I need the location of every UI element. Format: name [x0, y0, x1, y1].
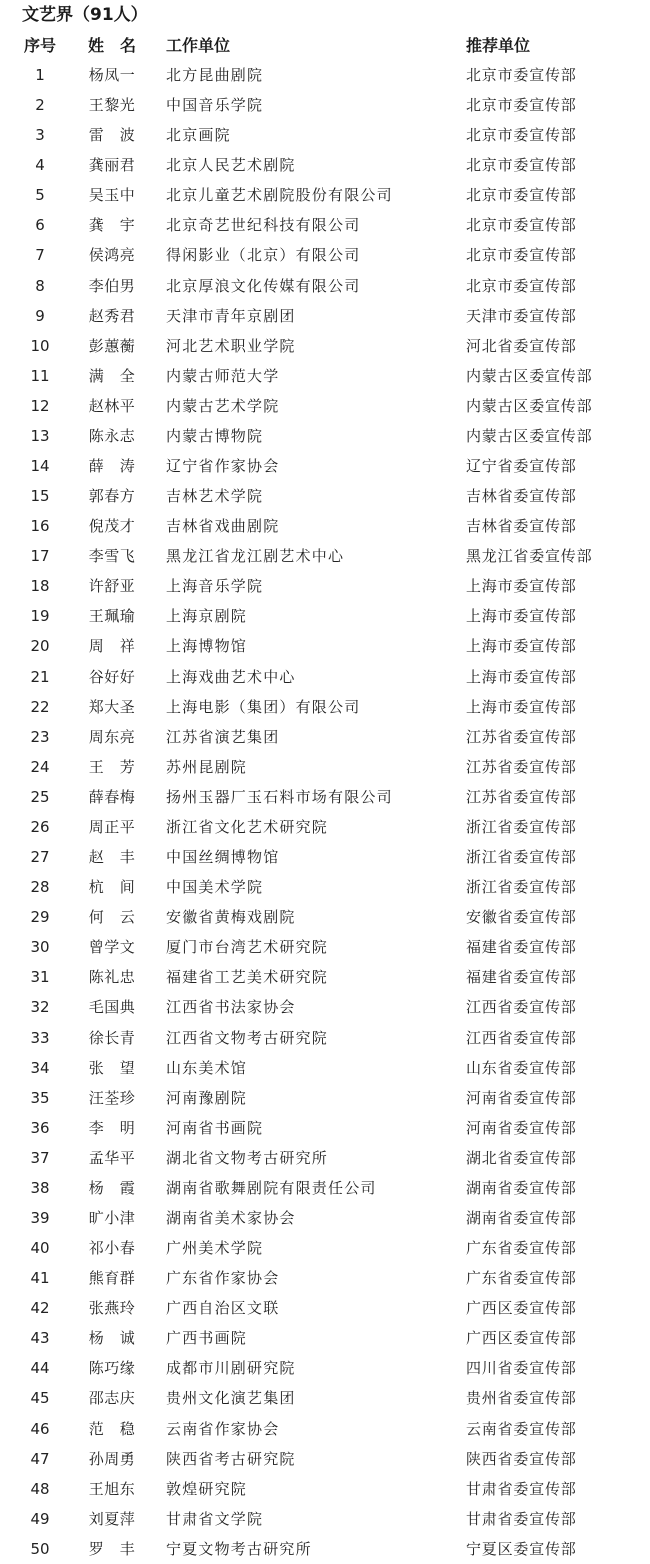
row-index: 18 — [30, 577, 50, 596]
row-name: 郭春方 — [88, 487, 136, 506]
table-row — [0, 1143, 650, 1173]
table-body — [0, 60, 650, 1564]
table-row — [0, 1353, 650, 1383]
row-work-unit: 上海音乐学院 — [166, 577, 264, 596]
table-row — [0, 782, 650, 812]
row-index: 17 — [30, 547, 50, 566]
row-work-unit: 湖南省歌舞剧院有限责任公司 — [166, 1178, 377, 1197]
row-work-unit: 甘肃省文学院 — [166, 1509, 264, 1528]
table-row — [0, 992, 650, 1022]
row-work-unit: 北京画院 — [166, 126, 231, 145]
row-index: 34 — [30, 1058, 50, 1077]
row-work-unit: 福建省工艺美术研究院 — [166, 968, 329, 987]
row-recommending-unit: 四川省委宣传部 — [466, 1359, 577, 1378]
row-recommending-unit: 宁夏区委宣传部 — [466, 1539, 577, 1558]
row-index: 47 — [30, 1449, 50, 1468]
row-name: 谷好好 — [88, 667, 136, 686]
table-row — [0, 1323, 650, 1353]
section-title: 文艺界（91人） — [22, 5, 148, 25]
row-index: 20 — [30, 637, 50, 656]
row-work-unit: 辽宁省作家协会 — [166, 457, 280, 476]
table-row — [0, 331, 650, 361]
row-index: 19 — [30, 607, 50, 626]
row-name: 倪茂才 — [88, 517, 136, 536]
row-recommending-unit: 浙江省委宣传部 — [466, 878, 577, 897]
row-work-unit: 河南豫剧院 — [166, 1088, 248, 1107]
row-recommending-unit: 江西省委宣传部 — [466, 1028, 577, 1047]
row-name: 陈礼忠 — [88, 968, 136, 987]
row-recommending-unit: 内蒙古区委宣传部 — [466, 366, 593, 385]
row-index: 12 — [30, 396, 50, 415]
row-work-unit: 广西书画院 — [166, 1329, 248, 1348]
row-work-unit: 北方昆曲剧院 — [166, 66, 264, 84]
row-recommending-unit: 福建省委宣传部 — [466, 968, 577, 987]
row-recommending-unit: 北京市委宣传部 — [466, 126, 577, 145]
row-index: 6 — [35, 216, 45, 235]
row-work-unit: 吉林艺术学院 — [166, 487, 264, 506]
row-work-unit: 吉林省戏曲剧院 — [166, 517, 280, 536]
row-index: 31 — [30, 968, 50, 987]
row-work-unit: 河南省书画院 — [166, 1118, 264, 1137]
row-name: 侯鸿亮 — [88, 246, 136, 265]
row-index: 25 — [30, 787, 50, 806]
row-recommending-unit: 山东省委宣传部 — [466, 1058, 577, 1077]
row-name: 旷小津 — [88, 1208, 136, 1227]
row-name: 汪荃珍 — [88, 1088, 136, 1107]
row-name: 李 明 — [88, 1118, 136, 1137]
row-recommending-unit: 甘肃省委宣传部 — [466, 1479, 577, 1498]
row-recommending-unit: 江苏省委宣传部 — [466, 787, 577, 806]
table-row — [0, 962, 650, 992]
row-recommending-unit: 上海市委宣传部 — [466, 607, 577, 626]
header-recommending-unit: 推荐单位 — [466, 36, 531, 55]
row-name: 赵秀君 — [88, 306, 136, 325]
row-recommending-unit: 河南省委宣传部 — [466, 1088, 577, 1107]
row-recommending-unit: 北京市委宣传部 — [466, 66, 577, 84]
row-work-unit: 上海京剧院 — [166, 607, 248, 626]
row-index: 26 — [30, 817, 50, 836]
row-index: 3 — [35, 126, 45, 145]
row-work-unit: 广东省作家协会 — [166, 1269, 280, 1288]
row-name: 李伯男 — [88, 276, 136, 295]
table-row — [0, 210, 650, 240]
table-row — [0, 752, 650, 782]
row-name: 陈巧缘 — [88, 1359, 136, 1378]
row-name: 毛国典 — [88, 998, 136, 1017]
row-index: 10 — [30, 336, 50, 355]
row-name: 范 稳 — [88, 1419, 136, 1438]
row-work-unit: 贵州文化演艺集团 — [166, 1389, 296, 1408]
row-work-unit: 中国美术学院 — [166, 878, 264, 897]
row-recommending-unit: 内蒙古区委宣传部 — [466, 426, 593, 445]
table-row — [0, 511, 650, 541]
row-name: 杭 间 — [88, 878, 136, 897]
row-work-unit: 内蒙古师范大学 — [166, 366, 280, 385]
table-row — [0, 872, 650, 902]
table-row — [0, 271, 650, 301]
row-recommending-unit: 浙江省委宣传部 — [466, 817, 577, 836]
row-name: 王黎光 — [88, 96, 136, 115]
row-recommending-unit: 内蒙古区委宣传部 — [466, 396, 593, 415]
row-index: 9 — [35, 306, 45, 325]
table-row — [0, 481, 650, 511]
row-name: 薛春梅 — [88, 787, 136, 806]
row-work-unit: 成都市川剧研究院 — [166, 1359, 296, 1378]
table-row — [0, 571, 650, 601]
row-index: 14 — [30, 457, 50, 476]
row-recommending-unit: 贵州省委宣传部 — [466, 1389, 577, 1408]
row-work-unit: 上海电影（集团）有限公司 — [166, 697, 361, 716]
row-name: 龚丽君 — [88, 156, 136, 175]
row-index: 43 — [30, 1329, 50, 1348]
table-row — [0, 1083, 650, 1113]
row-work-unit: 河北艺术职业学院 — [166, 336, 296, 355]
row-recommending-unit: 广东省委宣传部 — [466, 1269, 577, 1288]
row-name: 曾学文 — [88, 938, 136, 957]
row-name: 祁小春 — [88, 1239, 136, 1258]
table-row — [0, 1474, 650, 1504]
row-index: 39 — [30, 1208, 50, 1227]
row-index: 22 — [30, 697, 50, 716]
row-work-unit: 内蒙古博物院 — [166, 426, 264, 445]
row-work-unit: 内蒙古艺术学院 — [166, 396, 280, 415]
row-name: 王珮瑜 — [88, 607, 136, 626]
row-index: 36 — [30, 1118, 50, 1137]
row-index: 44 — [30, 1359, 50, 1378]
row-work-unit: 江苏省演艺集团 — [166, 727, 280, 746]
row-work-unit: 北京厚浪文化传媒有限公司 — [166, 276, 361, 295]
row-recommending-unit: 江苏省委宣传部 — [466, 757, 577, 776]
row-work-unit: 陕西省考古研究院 — [166, 1449, 296, 1468]
row-index: 15 — [30, 487, 50, 506]
row-index: 38 — [30, 1178, 50, 1197]
row-name: 王 芳 — [88, 757, 136, 776]
table-row — [0, 1383, 650, 1413]
table-row — [0, 1113, 650, 1143]
row-work-unit: 天津市青年京剧团 — [166, 306, 296, 325]
header-work-unit: 工作单位 — [166, 36, 231, 55]
row-name: 孙周勇 — [88, 1449, 136, 1468]
row-index: 8 — [35, 276, 45, 295]
row-work-unit: 厦门市台湾艺术研究院 — [166, 938, 329, 957]
table-row — [0, 1203, 650, 1233]
row-index: 24 — [30, 757, 50, 776]
row-name: 杨凤一 — [88, 66, 136, 84]
row-name: 李雪飞 — [88, 547, 136, 566]
row-index: 46 — [30, 1419, 50, 1438]
row-name: 彭蕙蘅 — [88, 336, 136, 355]
row-recommending-unit: 上海市委宣传部 — [466, 637, 577, 656]
row-index: 2 — [35, 96, 45, 115]
row-index: 11 — [30, 366, 50, 385]
row-name: 张 望 — [88, 1058, 136, 1077]
table-row — [0, 1414, 650, 1444]
table-row — [0, 60, 650, 90]
row-work-unit: 黑龙江省龙江剧艺术中心 — [166, 547, 345, 566]
row-index: 48 — [30, 1479, 50, 1498]
row-work-unit: 敦煌研究院 — [166, 1479, 248, 1498]
header-index: 序号 — [23, 36, 56, 55]
row-work-unit: 中国音乐学院 — [166, 96, 264, 115]
table-row — [0, 1263, 650, 1293]
table-row — [0, 1233, 650, 1263]
row-name: 薛 涛 — [88, 457, 136, 476]
table-row — [0, 90, 650, 120]
row-work-unit: 北京儿童艺术剧院股份有限公司 — [166, 186, 393, 205]
row-recommending-unit: 湖南省委宣传部 — [466, 1208, 577, 1227]
row-index: 23 — [30, 727, 50, 746]
row-index: 1 — [35, 66, 45, 84]
row-work-unit: 扬州玉器厂玉石料市场有限公司 — [166, 787, 393, 806]
row-name: 雷 波 — [88, 126, 136, 145]
row-name: 赵林平 — [88, 396, 136, 415]
row-name: 郑大圣 — [88, 697, 136, 716]
row-index: 30 — [30, 938, 50, 957]
row-recommending-unit: 云南省委宣传部 — [466, 1419, 577, 1438]
row-recommending-unit: 北京市委宣传部 — [466, 156, 577, 175]
row-index: 37 — [30, 1148, 50, 1167]
row-name: 熊育群 — [88, 1269, 136, 1288]
table-header — [0, 34, 650, 58]
row-recommending-unit: 湖南省委宣传部 — [466, 1178, 577, 1197]
row-recommending-unit: 浙江省委宣传部 — [466, 848, 577, 867]
row-recommending-unit: 江苏省委宣传部 — [466, 727, 577, 746]
row-recommending-unit: 北京市委宣传部 — [466, 246, 577, 265]
row-index: 33 — [30, 1028, 50, 1047]
table-row — [0, 1023, 650, 1053]
row-recommending-unit: 吉林省委宣传部 — [466, 487, 577, 506]
row-index: 45 — [30, 1389, 50, 1408]
row-work-unit: 山东美术馆 — [166, 1058, 248, 1077]
row-recommending-unit: 黑龙江省委宣传部 — [466, 547, 593, 566]
row-name: 何 云 — [88, 908, 136, 927]
table-row — [0, 662, 650, 692]
row-recommending-unit: 北京市委宣传部 — [466, 276, 577, 295]
row-recommending-unit: 福建省委宣传部 — [466, 938, 577, 957]
row-name: 吴玉中 — [88, 186, 136, 205]
row-index: 50 — [30, 1539, 50, 1558]
row-recommending-unit: 广东省委宣传部 — [466, 1239, 577, 1258]
row-work-unit: 湖北省文物考古研究所 — [166, 1148, 329, 1167]
row-work-unit: 云南省作家协会 — [166, 1419, 280, 1438]
row-work-unit: 上海博物馆 — [166, 637, 248, 656]
row-name: 许舒亚 — [88, 577, 136, 596]
table-row — [0, 240, 650, 270]
row-recommending-unit: 广西区委宣传部 — [466, 1299, 577, 1318]
row-recommending-unit: 吉林省委宣传部 — [466, 517, 577, 536]
table-row — [0, 180, 650, 210]
row-recommending-unit: 安徽省委宣传部 — [466, 908, 577, 927]
table-row — [0, 120, 650, 150]
row-name: 罗 丰 — [88, 1539, 136, 1558]
table-row — [0, 1534, 650, 1564]
table-row — [0, 541, 650, 571]
row-name: 杨 霞 — [88, 1178, 136, 1197]
row-name: 周正平 — [88, 817, 136, 836]
row-index: 32 — [30, 998, 50, 1017]
row-work-unit: 江西省书法家协会 — [166, 998, 296, 1017]
row-work-unit: 北京人民艺术剧院 — [166, 156, 296, 175]
table-row — [0, 361, 650, 391]
row-recommending-unit: 河北省委宣传部 — [466, 336, 577, 355]
row-work-unit: 上海戏曲艺术中心 — [166, 667, 296, 686]
table-row — [0, 1444, 650, 1474]
table-row — [0, 631, 650, 661]
table-row — [0, 812, 650, 842]
row-recommending-unit: 河南省委宣传部 — [466, 1118, 577, 1137]
row-index: 27 — [30, 848, 50, 867]
row-recommending-unit: 甘肃省委宣传部 — [466, 1509, 577, 1528]
table-row — [0, 932, 650, 962]
row-work-unit: 宁夏文物考古研究所 — [166, 1539, 312, 1558]
row-name: 赵 丰 — [88, 848, 136, 867]
table-row — [0, 1293, 650, 1323]
table-row — [0, 1504, 650, 1534]
row-index: 40 — [30, 1239, 50, 1258]
row-name: 徐长青 — [88, 1028, 136, 1047]
row-name: 满 全 — [88, 366, 136, 385]
row-index: 7 — [35, 246, 45, 265]
row-name: 周 祥 — [88, 637, 136, 656]
row-work-unit: 广州美术学院 — [166, 1239, 264, 1258]
table-row — [0, 722, 650, 752]
table-row — [0, 1173, 650, 1203]
row-name: 杨 诚 — [88, 1329, 136, 1348]
row-index: 35 — [30, 1088, 50, 1107]
row-index: 21 — [30, 667, 50, 686]
row-name: 王旭东 — [88, 1479, 136, 1498]
row-name: 张燕玲 — [88, 1299, 136, 1318]
table-row — [0, 391, 650, 421]
table-row — [0, 692, 650, 722]
row-index: 28 — [30, 878, 50, 897]
row-recommending-unit: 辽宁省委宣传部 — [466, 457, 577, 476]
row-recommending-unit: 上海市委宣传部 — [466, 667, 577, 686]
row-work-unit: 广西自治区文联 — [166, 1299, 280, 1318]
row-work-unit: 北京奇艺世纪科技有限公司 — [166, 216, 361, 235]
row-recommending-unit: 天津市委宣传部 — [466, 306, 577, 325]
row-name: 邵志庆 — [88, 1389, 136, 1408]
row-index: 16 — [30, 517, 50, 536]
row-index: 41 — [30, 1269, 50, 1288]
row-recommending-unit: 北京市委宣传部 — [466, 96, 577, 115]
row-work-unit: 江西省文物考古研究院 — [166, 1028, 329, 1047]
row-name: 龚 宇 — [88, 216, 136, 235]
row-index: 5 — [35, 186, 45, 205]
row-name: 刘夏萍 — [88, 1509, 136, 1528]
row-work-unit: 中国丝绸博物馆 — [166, 848, 280, 867]
row-work-unit: 湖南省美术家协会 — [166, 1208, 296, 1227]
table-row — [0, 301, 650, 331]
table-row — [0, 601, 650, 631]
row-index: 42 — [30, 1299, 50, 1318]
row-recommending-unit: 北京市委宣传部 — [466, 186, 577, 205]
table-row — [0, 1053, 650, 1083]
table-row — [0, 150, 650, 180]
row-index: 29 — [30, 908, 50, 927]
row-index: 4 — [35, 156, 45, 175]
row-recommending-unit: 江西省委宣传部 — [466, 998, 577, 1017]
table-row — [0, 421, 650, 451]
row-recommending-unit: 上海市委宣传部 — [466, 577, 577, 596]
row-name: 周东亮 — [88, 727, 136, 746]
row-recommending-unit: 上海市委宣传部 — [466, 697, 577, 716]
row-work-unit: 得闲影业（北京）有限公司 — [166, 246, 361, 265]
row-work-unit: 苏州昆剧院 — [166, 757, 248, 776]
row-work-unit: 安徽省黄梅戏剧院 — [166, 908, 296, 927]
table-row — [0, 451, 650, 481]
row-index: 49 — [30, 1509, 50, 1528]
row-name: 陈永志 — [88, 426, 136, 445]
row-recommending-unit: 广西区委宣传部 — [466, 1329, 577, 1348]
header-name: 姓 名 — [87, 36, 136, 55]
row-index: 13 — [30, 426, 50, 445]
row-recommending-unit: 湖北省委宣传部 — [466, 1148, 577, 1167]
table-row — [0, 902, 650, 932]
row-work-unit: 浙江省文化艺术研究院 — [166, 817, 329, 836]
row-name: 孟华平 — [88, 1148, 136, 1167]
row-recommending-unit: 北京市委宣传部 — [466, 216, 577, 235]
row-recommending-unit: 陕西省委宣传部 — [466, 1449, 577, 1468]
table-row — [0, 842, 650, 872]
